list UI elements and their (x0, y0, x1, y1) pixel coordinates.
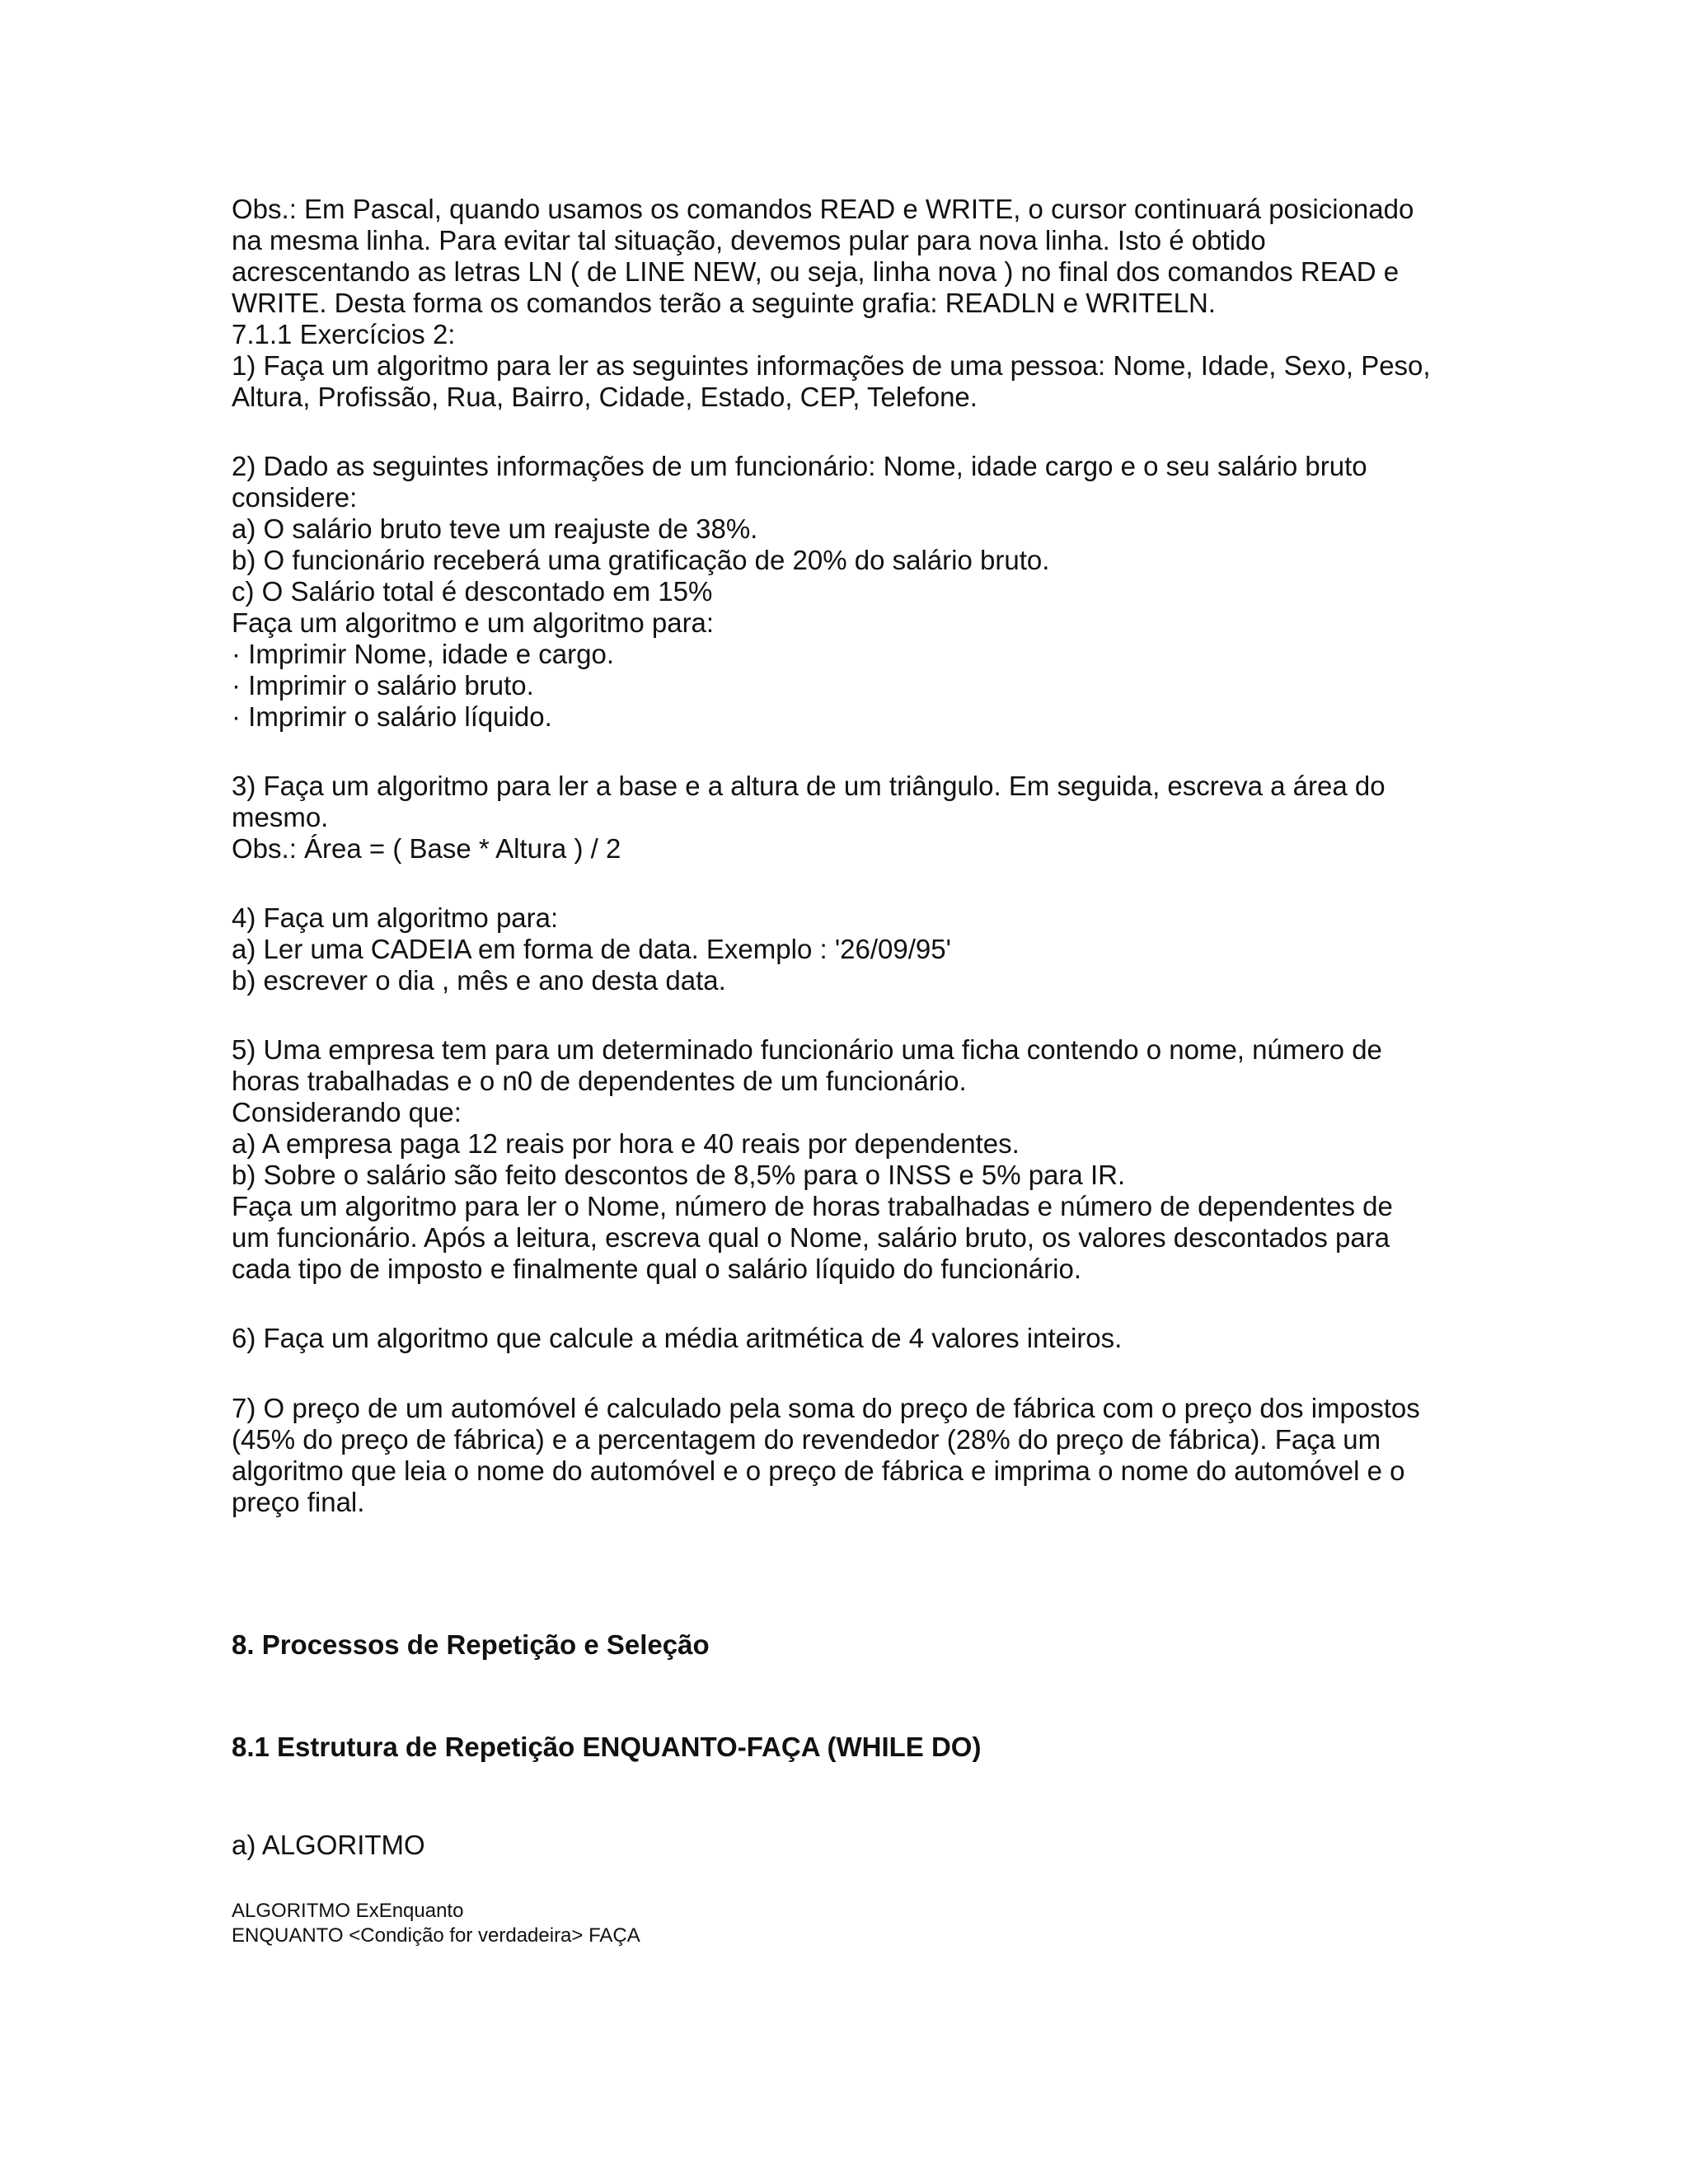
exercise-3-formula: Obs.: Área = ( Base * Altura ) / 2 (232, 833, 621, 864)
exercise-2-bullet-1: · Imprimir Nome, idade e cargo. (232, 639, 614, 669)
exercise-5-line-7: um funcionário. Após a leitura, escreva qual o Nome, salário bruto, os valores descontados para (232, 1222, 1390, 1253)
exercise-3-line-1: 3) Faça um algoritmo para ler a base e a altura de um triângulo. Em seguida, escreva a área do (232, 771, 1386, 801)
exercise-4-item-b: b) escrever o dia , mês e ano desta data. (232, 965, 726, 996)
exercise-2-line-1: 2) Dado as seguintes informações de um funcionário: Nome, idade cargo e o seu salário bruto (232, 451, 1367, 481)
exercise-2-line-2: considere: (232, 482, 358, 513)
exercise-2-bullet-3: · Imprimir o salário líquido. (232, 701, 552, 732)
exercise-2-bullet-2: · Imprimir o salário bruto. (232, 670, 534, 701)
exercise-2-item-b: b) O funcionário receberá uma gratificação de 20% do salário bruto. (232, 545, 1050, 575)
exercise-4-item-a: a) Ler uma CADEIA em forma de data. Exemplo : '26/09/95' (232, 934, 951, 964)
exercise-7-line-3: algoritmo que leia o nome do automóvel e o preço de fábrica e imprima o nome do automóvel e o (232, 1455, 1405, 1486)
intro-line-2: na mesma linha. Para evitar tal situação, devemos pular para nova linha. Isto é obtido (232, 225, 1266, 255)
code-line-1: ALGORITMO ExEnquanto (232, 1900, 464, 1922)
exercise-7-line-1: 7) O preço de um automóvel é calculado pela soma do preço de fábrica com o preço dos impostos (232, 1393, 1420, 1423)
exercise-7-line-4: preço final. (232, 1487, 365, 1517)
exercise-5-line-2: horas trabalhadas e o n0 de dependentes de um funcionário. (232, 1066, 967, 1096)
section-8-heading: 8. Processos de Repetição e Seleção (232, 1629, 710, 1660)
exercise-6-line-1: 6) Faça um algoritmo que calcule a média aritmética de 4 valores inteiros. (232, 1323, 1123, 1353)
exercise-3-line-2: mesmo. (232, 802, 329, 832)
exercise-4-line-1: 4) Faça um algoritmo para: (232, 902, 559, 933)
intro-line-1: Obs.: Em Pascal, quando usamos os comandos READ e WRITE, o cursor continuará posicionado (232, 194, 1414, 224)
exercise-7-line-2: (45% do preço de fábrica) e a percentagem do revendedor (28% do preço de fábrica). Faça um (232, 1424, 1381, 1455)
exercise-1-line-1: 1) Faça um algoritmo para ler as seguintes informações de uma pessoa: Nome, Idade, Sexo, Peso, (232, 350, 1431, 381)
section-8-1-heading: 8.1 Estrutura de Repetição ENQUANTO-FAÇA (WHILE DO) (232, 1732, 982, 1762)
exercise-5-line-3: Considerando que: (232, 1097, 462, 1127)
intro-line-3: acrescentando as letras LN ( de LINE NEW, ou seja, linha nova ) no final dos comandos READ e (232, 256, 1400, 287)
exercise-5-line-8: cada tipo de imposto e finalmente qual o salário líquido do funcionário. (232, 1254, 1081, 1284)
exercise-5-item-b: b) Sobre o salário são feito descontos de 8,5% para o INSS e 5% para IR. (232, 1160, 1126, 1190)
exercise-2-item-a: a) O salário bruto teve um reajuste de 38%. (232, 513, 758, 544)
exercise-5-line-6: Faça um algoritmo para ler o Nome, número de horas trabalhadas e número de dependentes de (232, 1191, 1393, 1221)
exercise-5-line-1: 5) Uma empresa tem para um determinado funcionário uma ficha contendo o nome, número de (232, 1034, 1382, 1065)
algoritmo-label: a) ALGORITMO (232, 1830, 425, 1860)
exercise-2-task: Faça um algoritmo e um algoritmo para: (232, 607, 715, 638)
exercise-2-item-c: c) O Salário total é descontado em 15% (232, 576, 713, 607)
exercise-1-line-2: Altura, Profissão, Rua, Bairro, Cidade, Estado, CEP, Telefone. (232, 382, 978, 412)
exercises-title: 7.1.1 Exercícios 2: (232, 319, 456, 349)
intro-line-4: WRITE. Desta forma os comandos terão a seguinte grafia: READLN e WRITELN. (232, 288, 1216, 318)
code-line-2: ENQUANTO <Condição for verdadeira> FAÇA (232, 1924, 640, 1947)
exercise-5-item-a: a) A empresa paga 12 reais por hora e 40 reais por dependentes. (232, 1128, 1020, 1159)
